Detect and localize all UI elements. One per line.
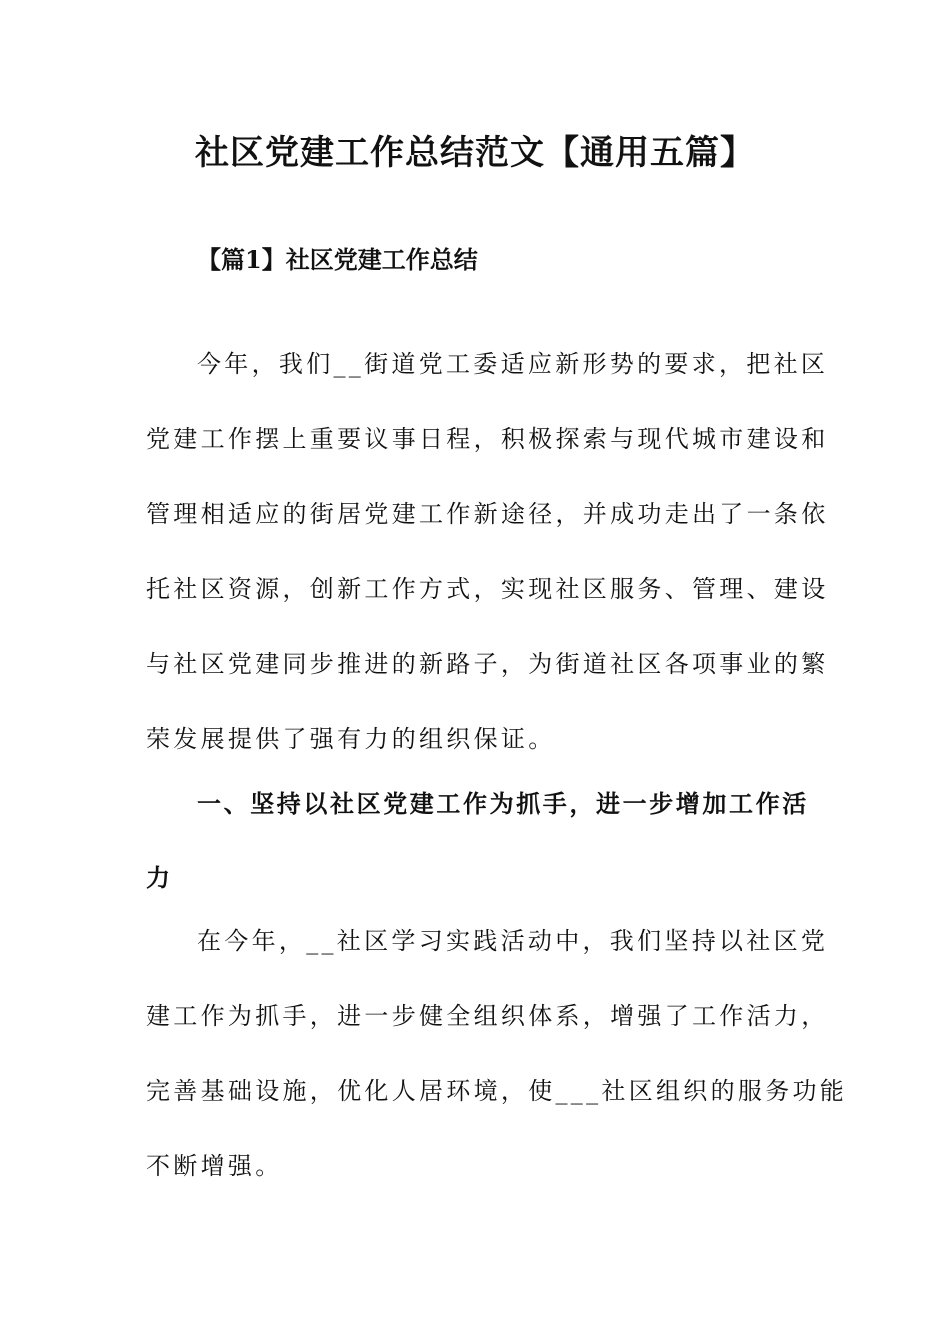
paragraph-1-line-3: 管理相适应的街居党建工作新途径，并成功走出了一条依 xyxy=(146,500,829,528)
paragraph-1-line-4: 托社区资源，创新工作方式，实现社区服务、管理、建设 xyxy=(146,575,829,603)
paragraph-1-line-5: 与社区党建同步推进的新路子，为街道社区各项事业的繁 xyxy=(146,650,829,678)
paragraph-1-line-2: 党建工作摆上重要议事日程，积极探索与现代城市建设和 xyxy=(146,425,829,453)
paragraph-2-line-3: 完善基础设施，优化人居环境，使___社区组织的服务功能 xyxy=(146,1077,848,1105)
paragraph-2-line-2: 建工作为抓手，进一步健全组织体系，增强了工作活力， xyxy=(146,1002,829,1030)
paragraph-1-line-1: 今年，我们__街道党工委适应新形势的要求，把社区 xyxy=(197,350,829,378)
document-title: 社区党建工作总结范文【通用五篇】 xyxy=(195,133,755,173)
subheading-line-2: 力 xyxy=(146,863,173,892)
subheading-line-1: 一、坚持以社区党建工作为抓手，进一步增加工作活 xyxy=(197,789,809,818)
paragraph-2-line-1: 在今年，__社区学习实践活动中，我们坚持以社区党 xyxy=(197,927,829,955)
paragraph-2-line-4: 不断增强。 xyxy=(146,1152,283,1180)
paragraph-1-line-6: 荣发展提供了强有力的组织保证。 xyxy=(146,725,556,753)
section-heading: 【篇1】社区党建工作总结 xyxy=(197,245,478,274)
